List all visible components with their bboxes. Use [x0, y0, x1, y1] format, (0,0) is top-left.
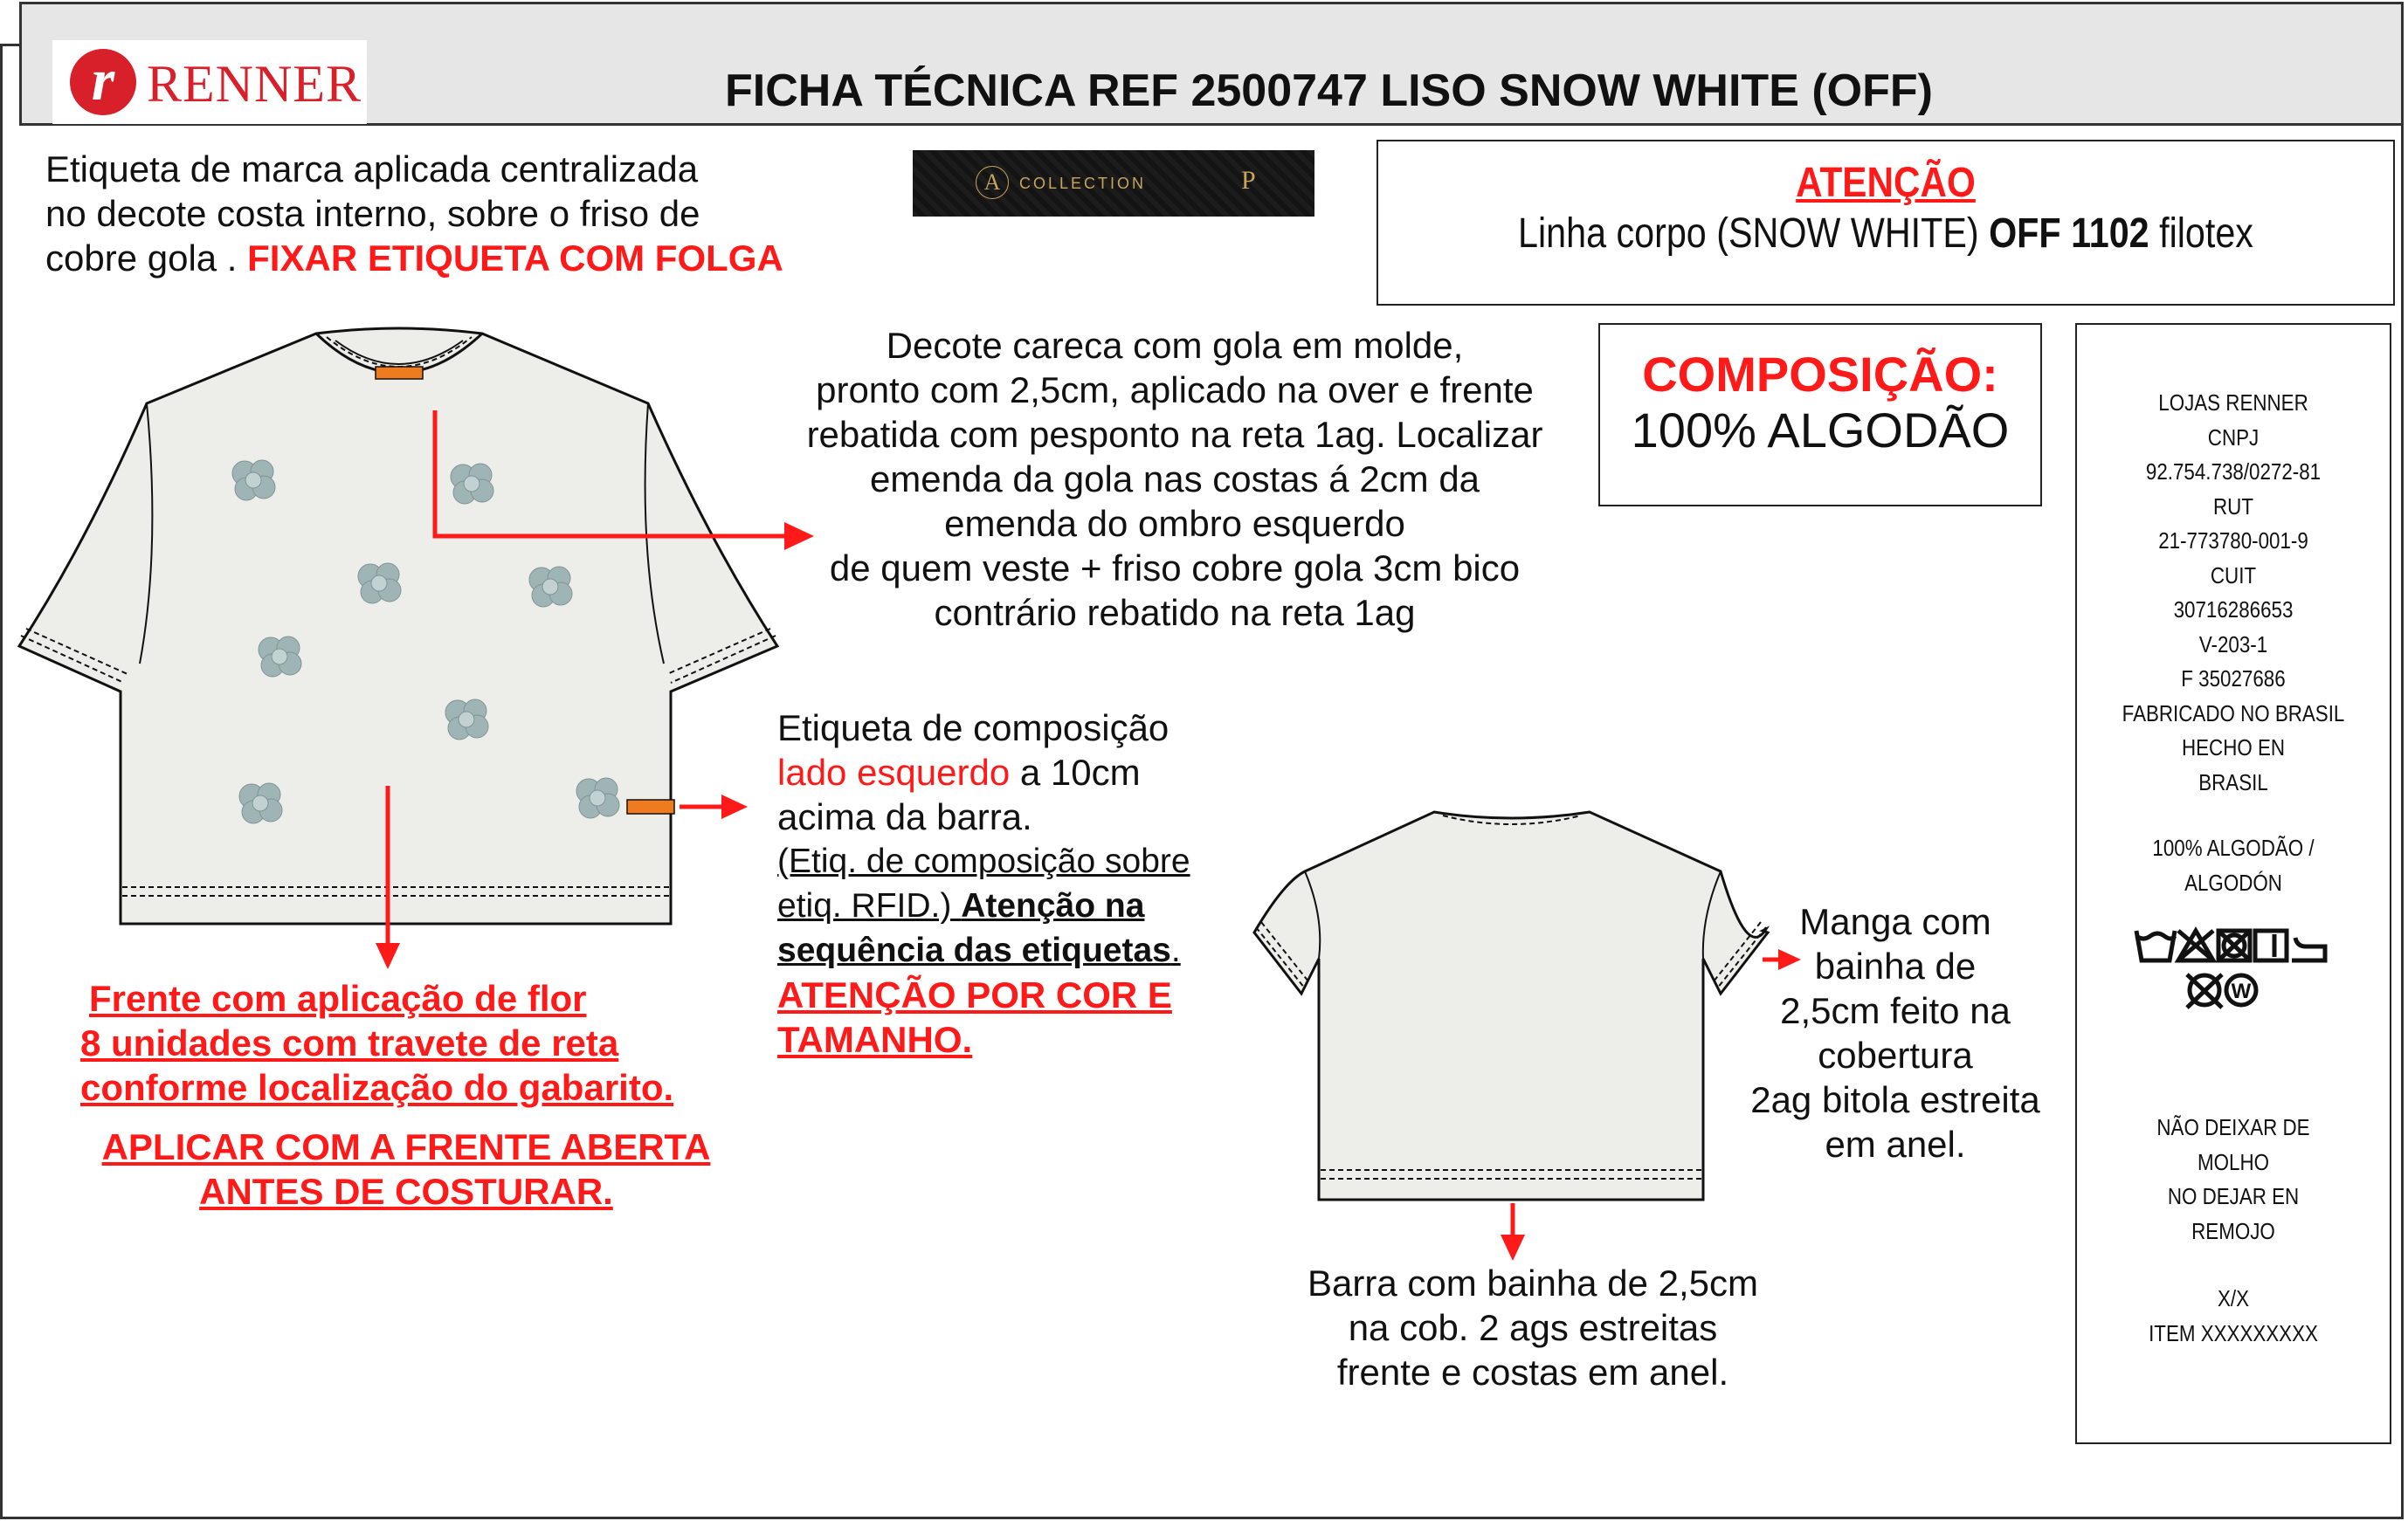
composition-label-note: Etiqueta de composição lado esquerdo a 10cm acima da barra. (Etiq. de composição sobre etiq. RFID.) Atenção na sequência das etiquetas. ATENÇÃO POR COR E TAMANHO.	[777, 707, 1190, 1060]
composition-value: 100% ALGODÃO	[1631, 403, 2010, 458]
renner-logo-text: RENNER	[147, 55, 362, 113]
front-note: Frente com aplicação de flor 8 unidades com travete de reta conforme localização do gabarito.	[80, 978, 674, 1108]
front-note-warning: APLICAR COM A FRENTE ABERTA ANTES DE COSTURAR.	[101, 1126, 711, 1212]
attention-text: Linha corpo (SNOW WHITE) OFF 1102 filotex	[1518, 210, 2253, 257]
fix-label-warning: FIXAR ETIQUETA COM FOLGA	[247, 237, 783, 279]
svg-text:W: W	[2231, 980, 2252, 1003]
label-size: P	[1241, 166, 1256, 195]
renner-logo-icon: r	[70, 49, 136, 115]
sleeve-note: Manga com bainha de 2,5cm feito na cobertura 2ag bitola estreita em anel.	[1750, 901, 2040, 1165]
attention-title: ATENÇÃO	[1796, 160, 1976, 206]
label-collection-text: COLLECTION	[1019, 175, 1147, 192]
brand-label-note: Etiqueta de marca aplicada centralizada no decote costa interno, sobre o friso de cobre gola . FIXAR ETIQUETA COM FOLGA	[45, 148, 783, 279]
hem-note: Barra com bainha de 2,5cm na cob. 2 ags estreitas frente e costas em anel.	[1307, 1263, 1758, 1393]
label-monogram: A	[976, 166, 1009, 199]
care-label-instructions: NÃO DEIXAR DE MOLHO NO DEJAR EN REMOJO	[2156, 1114, 2310, 1244]
care-label-item: X/X ITEM XXXXXXXXX	[2149, 1285, 2318, 1346]
composition-title: COMPOSIÇÃO:	[1642, 347, 1998, 402]
collar-arrow	[435, 410, 786, 536]
page-title: FICHA TÉCNICA REF 2500747 LISO SNOW WHITE (OFF)	[725, 65, 1933, 116]
care-label-info: LOJAS RENNER CNPJ 92.754.738/0272-81 RUT 21-773780-001-9 CUIT 30716286653 V-203-1 F 35027686 FABRICADO NO BRASIL HECHO EN BRASIL	[2122, 389, 2345, 795]
care-label-composition: 100% ALGODÃO / ALGODÓN	[2152, 835, 2315, 896]
collar-note: Decote careca com gola em molde, pronto com 2,5cm, aplicado na over e frente rebatida com pesponto na reta 1ag. Localizar emenda da gola nas costas á 2cm da emenda do ombro esquerdo de quem veste + friso cobre gola 3cm bico contrário rebatido na reta 1ag	[806, 325, 1543, 633]
